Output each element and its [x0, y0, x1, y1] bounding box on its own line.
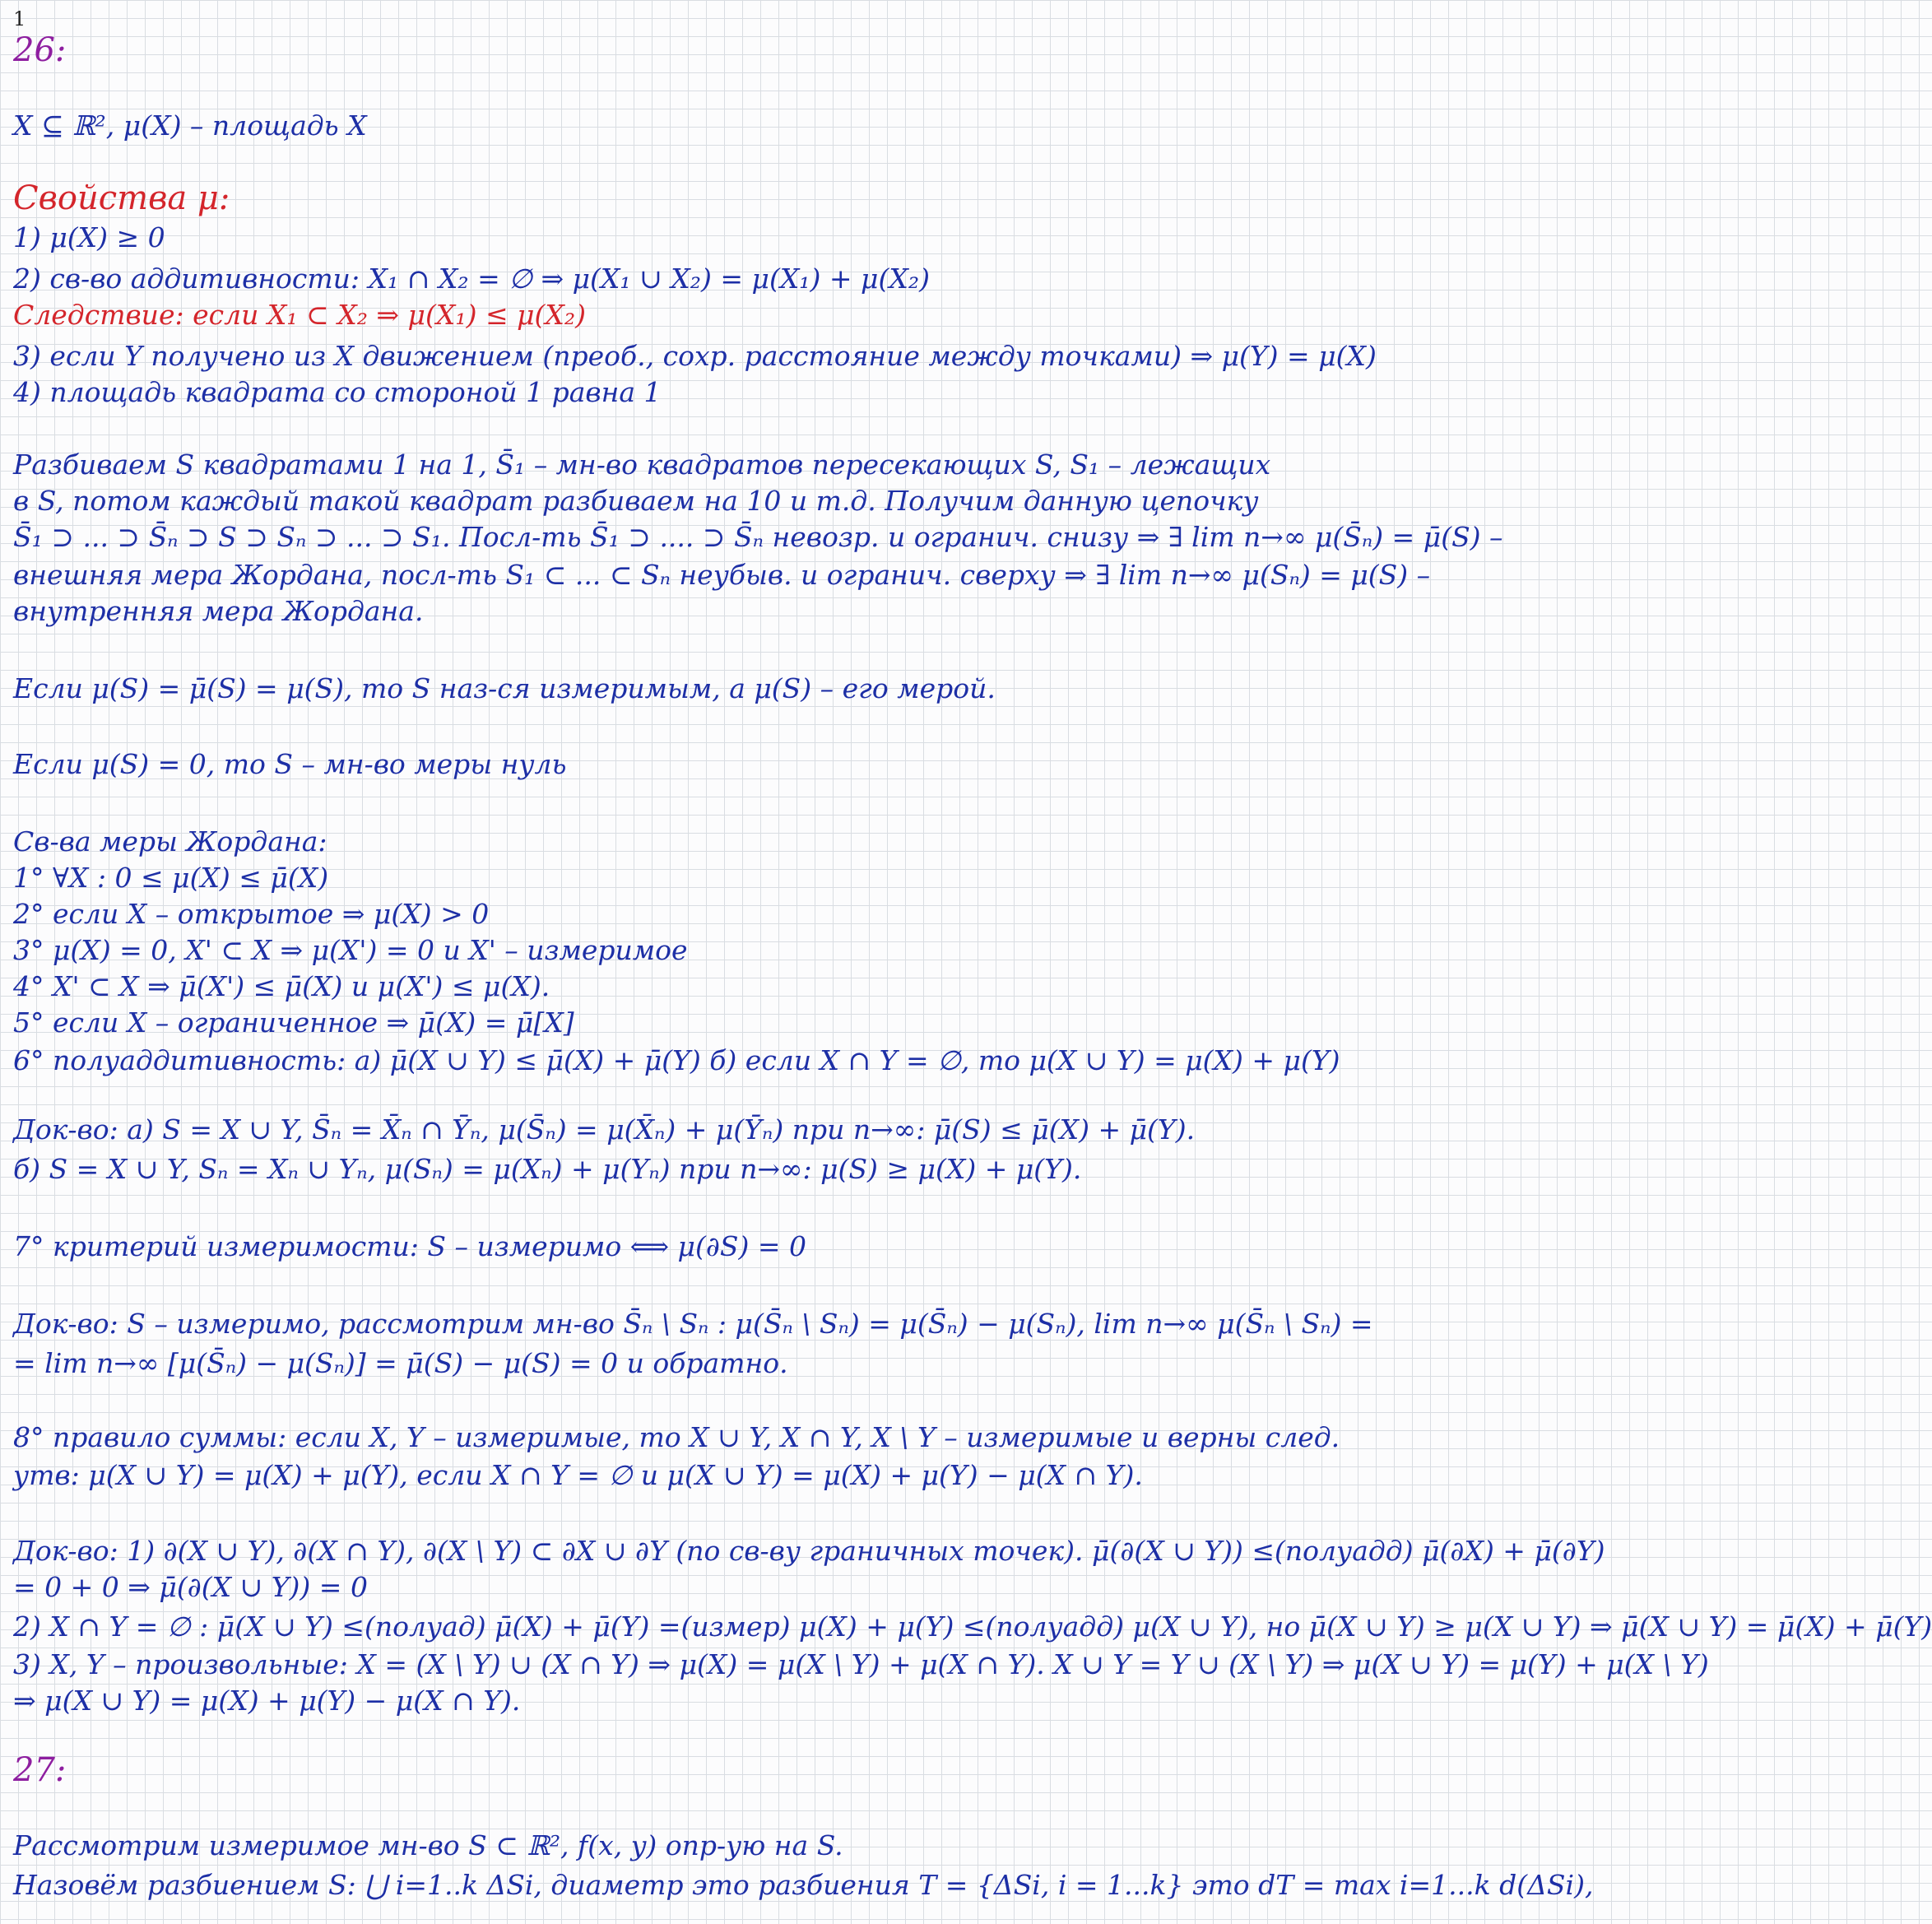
text-line: Если μ(S) = μ̄(S) = μ(S), то S наз-ся измеримым, а μ(S) – его мерой. [13, 672, 996, 704]
text-line: Разбиваем S квадратами 1 на 1, S̄₁ – мн-во квадратов пересекающих S, S₁ – лежащих [13, 448, 1271, 481]
page-number: 1 [13, 7, 26, 30]
text-line: в S, потом каждый такой квадрат разбиваем на 10 и т.д. Получим данную цепочку [13, 485, 1259, 517]
text-line: = lim n→∞ [μ(S̄ₙ) − μ(Sₙ)] = μ̄(S) − μ(S) = 0 и обратно. [13, 1347, 788, 1379]
text-line: = 0 + 0 ⇒ μ̄(∂(X ∪ Y)) = 0 [13, 1571, 368, 1603]
text-line: 3° μ(X) = 0, X' ⊂ X ⇒ μ(X') = 0 и X' – измеримое [13, 934, 688, 966]
text-line: 8° правило суммы: если X, Y – измеримые, то X ∪ Y, X ∩ Y, X \ Y – измеримые и верны след. [13, 1421, 1340, 1453]
text-line: ⇒ μ(X ∪ Y) = μ(X) + μ(Y) − μ(X ∩ Y). [13, 1685, 521, 1717]
text-line: 7° критерий измеримости: S – измеримо ⟺ μ(∂S) = 0 [13, 1230, 807, 1262]
text-line: внутренняя мера Жордана. [13, 595, 424, 627]
text-line: внешняя мера Жордана, посл-ть S₁ ⊂ ... ⊂ Sₙ неубыв. и огранич. сверху ⇒ ∃ lim n→∞ μ(Sₙ) = μ(S) – [13, 559, 1431, 591]
text-line: Если μ(S) = 0, то S – мн-во меры нуль [13, 748, 567, 780]
text-line: 4° X' ⊂ X ⇒ μ̄(X') ≤ μ̄(X) и μ(X') ≤ μ(X). [13, 970, 550, 1002]
text-line: Док-во: 1) ∂(X ∪ Y), ∂(X ∩ Y), ∂(X \ Y) ⊂ ∂X ∪ ∂Y (по св-ву граничных точек). μ̄(∂(X ∪ Y)) ≤(полуадд) μ̄(∂X) + μ̄(∂Y) [13, 1535, 1605, 1567]
text-line: Назовём разбиением S: ⋃ i=1..k ΔSi, диаметр это разбиения T = {ΔSi, i = 1...k} это dT = max i=1...k d(ΔSi), [13, 1869, 1594, 1901]
text-line: Док-во: S – измеримо, рассмотрим мн-во S̄ₙ \ Sₙ : μ(S̄ₙ \ Sₙ) = μ(S̄ₙ) − μ(Sₙ), lim n→∞ μ(S̄ₙ \ Sₙ) = [13, 1308, 1373, 1340]
text-line: 3) если Y получено из X движением (преоб., сохр. расстояние между точками) ⇒ μ(Y) = μ(X) [13, 340, 1377, 372]
section-26-label: 26: [13, 31, 67, 69]
text-line: б) S = X ∪ Y, Sₙ = Xₙ ∪ Yₙ, μ(Sₙ) = μ(Xₙ) + μ(Yₙ) при n→∞: μ(S) ≥ μ(X) + μ(Y). [13, 1153, 1082, 1185]
text-line: 2) X ∩ Y = ∅ : μ̄(X ∪ Y) ≤(полуад) μ̄(X) + μ̄(Y) =(измер) μ(X) + μ(Y) ≤(полуадд) μ(X ∪ Y), но μ̄(X ∪ Y) ≥ μ(X ∪ Y) ⇒ μ̄(X ∪ Y) = μ̄(X) + μ̄(Y) [13, 1610, 1932, 1643]
text-line: утв: μ(X ∪ Y) = μ(X) + μ(Y), если X ∩ Y = ∅ и μ(X ∪ Y) = μ(X) + μ(Y) − μ(X ∩ Y). [13, 1459, 1143, 1491]
corollary-line: Следствие: если X₁ ⊂ X₂ ⇒ μ(X₁) ≤ μ(X₂) [13, 299, 587, 331]
section-27-label: 27: [13, 1751, 67, 1789]
text-line: Док-во: а) S = X ∪ Y, S̄ₙ = X̄ₙ ∩ Ȳₙ, μ(S̄ₙ) = μ(X̄ₙ) + μ(Ȳₙ) при n→∞: μ̄(S) ≤ μ̄(X) + μ̄(Y). [13, 1113, 1196, 1146]
text-line: 6° полуаддитивность: а) μ̄(X ∪ Y) ≤ μ̄(X) + μ̄(Y) б) если X ∩ Y = ∅, то μ(X ∪ Y) = μ(X) + μ(Y) [13, 1044, 1340, 1076]
text-line: 4) площадь квадрата со стороной 1 равна 1 [13, 376, 662, 408]
text-line: Св-ва меры Жордана: [13, 825, 327, 857]
text-line: 1° ∀X : 0 ≤ μ(X) ≤ μ̄(X) [13, 862, 329, 894]
text-line: 5° если X – ограниченное ⇒ μ̄(X) = μ̄[X] [13, 1006, 574, 1039]
properties-heading: Свойства μ: [13, 179, 230, 217]
text-line: S̄₁ ⊃ ... ⊃ S̄ₙ ⊃ S ⊃ Sₙ ⊃ ... ⊃ S₁. Посл-ть S̄₁ ⊃ .... ⊃ S̄ₙ невозр. и огранич. снизу ⇒ ∃ lim n→∞ μ(S̄ₙ) = μ̄(S) – [13, 521, 1503, 553]
text-line: 3) X, Y – произвольные: X = (X \ Y) ∪ (X ∩ Y) ⇒ μ(X) = μ(X \ Y) + μ(X ∩ Y). X ∪ Y = Y ∪ (X \ Y) ⇒ μ(X ∪ Y) = μ(Y) + μ(X \ Y) [13, 1648, 1709, 1680]
text-line: 2) св-во аддитивности: X₁ ∩ X₂ = ∅ ⇒ μ(X₁ ∪ X₂) = μ(X₁) + μ(X₂) [13, 263, 930, 295]
text-line: X ⊆ ℝ², μ(X) – площадь X [13, 109, 367, 142]
text-line: 2° если X – открытое ⇒ μ(X) > 0 [13, 898, 490, 930]
text-line: Рассмотрим измеримое мн-во S ⊂ ℝ², f(x, y) опр-ую на S. [13, 1829, 843, 1861]
text-line: 1) μ(X) ≥ 0 [13, 221, 165, 253]
